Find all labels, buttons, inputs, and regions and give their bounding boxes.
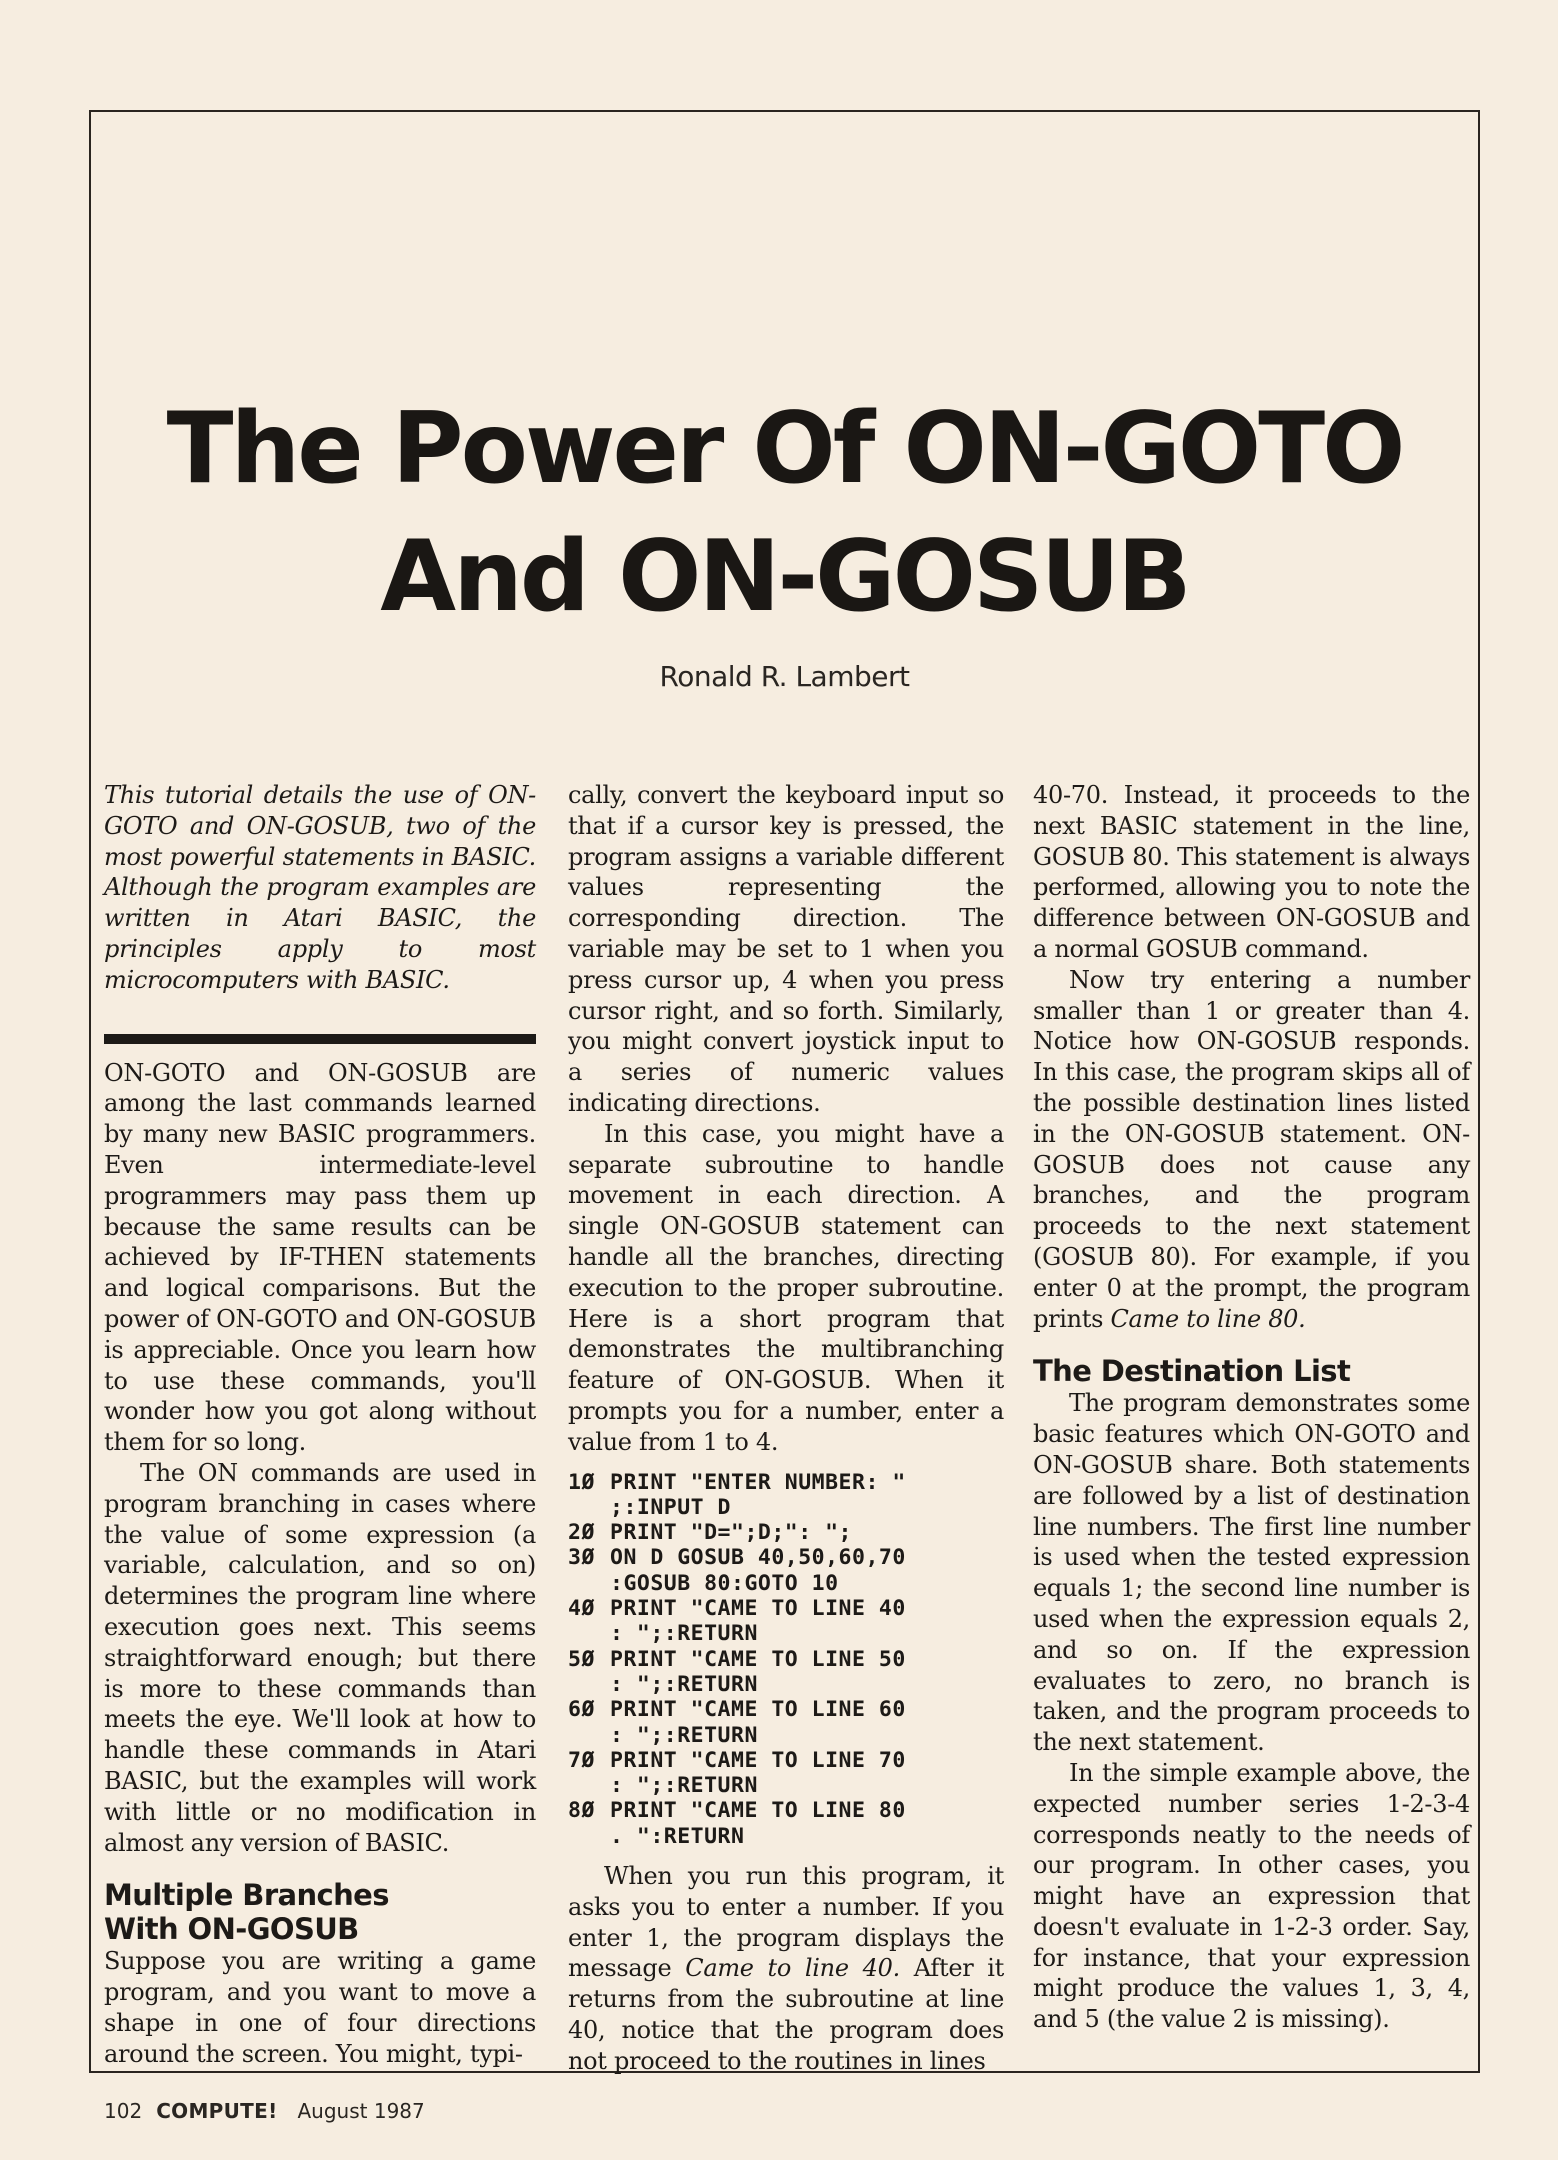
code-line-number: 1Ø (568, 1469, 595, 1495)
code-line-number: 2Ø (568, 1520, 595, 1546)
code-statement: PRINT "CAME TO LINE 70 (610, 1747, 906, 1773)
body-paragraph: The program demonstrates some basic features which ON-GOTO and ON-GOSUB share. Both statements are followed by a list of destination line numbers. The first line number is used when the tested expression equals 1; the second line number is used when the expression equals 2, and so on. If the expression evaluates to zero, no branch is taken, and the program proceeds to the next statement. (1033, 1389, 1470, 1757)
emphasis-text: Came to line 40. (685, 1954, 900, 1983)
code-line-number: 3Ø (568, 1545, 595, 1571)
intro-blurb: This tutorial details the use of ON-GOTO and ON-GOSUB, two of the most powerful statements in BASIC. Although the program examples are written in Atari BASIC, the principles apply to most microcomputers with BASIC. (104, 781, 536, 994)
code-continuation: : ";:RETURN (610, 1621, 758, 1647)
code-line-number: 8Ø (568, 1798, 595, 1824)
code-line-number: 7Ø (568, 1747, 595, 1773)
code-line (568, 1697, 1004, 1722)
column-2 (568, 780, 1004, 2077)
body-paragraph: In the simple example above, the expected number series 1-2-3-4 corresponds neatly to the needs of our program. In other cases, you might have an expression that doesn't evaluate in 1-2-3 order. Say, for instance, that your expression might produce the values 1, 3, 4, and 5 (the value 2 is missing). (1033, 1758, 1470, 2034)
code-line (568, 1647, 1004, 1672)
article-title (89, 385, 1480, 641)
code-line-number: 4Ø (568, 1596, 595, 1622)
title-line-2: And ON-GOSUB (380, 520, 1189, 634)
text-run: When you run this program, it asks you to enter a number. If you enter 1, the program displays the message (568, 1861, 1004, 1983)
code-line (568, 1520, 1004, 1545)
code-line (568, 1470, 1004, 1495)
code-line (568, 1596, 1004, 1621)
code-statement: PRINT "CAME TO LINE 40 (610, 1596, 906, 1622)
code-continuation: ;:INPUT D (610, 1494, 731, 1520)
issue-date: August 1987 (297, 2099, 425, 2123)
text-run: Now try entering a number smaller than 1 or greater than 4. Notice how ON-GOSUB responds. In this case, the program skips all of the possible destination lines listed in the ON-GOSUB statement. ON-GOSUB does not cause any branches, and the program proceeds to the next statement (GOSUB 80). For example, if you enter 0 at the prompt, the program prints (1033, 965, 1470, 1333)
code-line (568, 1545, 1004, 1570)
code-statement: PRINT "CAME TO LINE 50 (610, 1646, 906, 1672)
body-paragraph (1033, 965, 1470, 1335)
code-line-number: 5Ø (568, 1646, 595, 1672)
title-line-1: The Power Of ON-GOTO (166, 392, 1403, 506)
section-heading-destination-list: The Destination List (1033, 1354, 1351, 1389)
heading-line: With ON-GOSUB (104, 1912, 359, 1947)
text-run: After it returns from the subroutine at line 40, notice that the program does not proceed to the routines in lines (568, 1954, 1004, 2075)
body-paragraph: cally, convert the keyboard input so that if a cursor key is pressed, the program assigns a variable different values representing the corresponding direction. The variable may be set to 1 when you press cursor up, 4 when you press cursor right, and so forth. Similarly, you might convert joystick input to a series of numeric values indicating directions. (568, 781, 1004, 1117)
author-byline: Ronald R. Lambert (659, 660, 910, 693)
heading-line: Multiple Branches (104, 1878, 389, 1913)
code-continuation: : ";:RETURN (610, 1722, 758, 1748)
code-continuation: :GOSUB 80:GOTO 10 (610, 1570, 839, 1596)
column-1 (104, 780, 536, 2069)
body-paragraph: Suppose you are writing a game program, and you want to move a shape in one of four directions around the screen. You might, typi- (104, 1947, 536, 2068)
body-paragraph: The ON commands are used in program branching in cases where the value of some expression (a variable, calculation, and so on) determines the program line where execution goes next. This seems straightforward enough; but there is more to these commands than meets the eye. We'll look at how to handle these commands in Atari BASIC, but the examples will work with little or no modification in almost any version of BASIC. (104, 1458, 536, 1857)
code-listing (568, 1470, 1004, 1849)
body-paragraph: In this case, you might have a separate subroutine to handle movement in each direction. A single ON-GOSUB statement can handle all the branches, directing execution to the proper subroutine. Here is a short program that demonstrates the multibranching feature of ON-GOSUB. When it prompts you for a number, enter a value from 1 to 4. (568, 1119, 1004, 1456)
divider-rule (104, 1034, 536, 1044)
code-statement: PRINT "D=";D;": "; (610, 1520, 852, 1546)
page-number: 102 (104, 2099, 143, 2123)
code-continuation: : ";:RETURN (610, 1773, 758, 1799)
body-paragraph: 40-70. Instead, it proceeds to the next BASIC statement in the line, GOSUB 80. This statement is always performed, allowing you to note the difference between ON-GOSUB and a normal GOSUB command. (1033, 781, 1470, 963)
code-line-number: 6Ø (568, 1697, 595, 1723)
magazine-name: COMPUTE! (156, 2099, 278, 2123)
column-3 (1033, 780, 1470, 2035)
code-line (568, 1748, 1004, 1773)
emphasis-text: Came to line 80. (1110, 1304, 1306, 1333)
code-statement: PRINT "CAME TO LINE 60 (610, 1697, 906, 1723)
body-paragraph (568, 1861, 1004, 2077)
code-statement: ON D GOSUB 40,50,60,70 (610, 1545, 906, 1571)
code-line (568, 1798, 1004, 1823)
page-footer (104, 2099, 425, 2123)
body-paragraph: ON-GOTO and ON-GOSUB are among the last commands learned by many new BASIC programmers. Even intermediate-level programmers may pass them up because the same results can be achieved by IF-THEN statements and logical comparisons. But the power of ON-GOTO and ON-GOSUB is appreciable. Once you learn how to use these commands, you'll wonder how you got along without them for so long. (104, 1058, 536, 1457)
code-statement: PRINT "CAME TO LINE 80 (610, 1798, 906, 1824)
section-heading-multiple-branches (104, 1878, 536, 1946)
code-statement: PRINT "ENTER NUMBER: " (610, 1469, 906, 1495)
code-continuation: : ";:RETURN (610, 1671, 758, 1697)
code-continuation: . ":RETURN (610, 1823, 745, 1849)
